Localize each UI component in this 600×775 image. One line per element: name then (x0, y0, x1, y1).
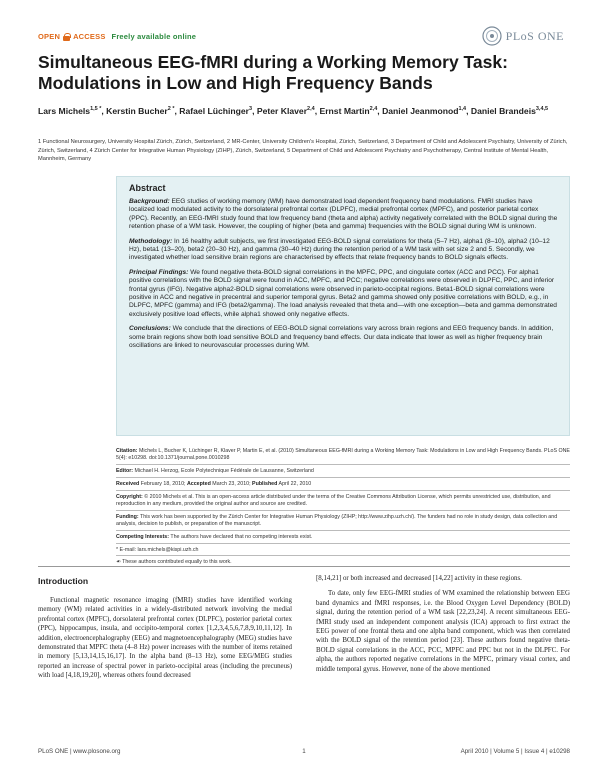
open-lock-icon (63, 33, 70, 41)
author-affiliation-mark: 2,4 (307, 106, 315, 112)
affiliations: 1 Functional Neurosurgery, University Hospital Zürich, Zürich, Switzerland, 2 MR-Center, University Children's Hospital, Zürich, Switzerland, 3 Department of Child and Adolescent Psychiatry, University of Zürich, Zürich, Switzerland, 4 Zürich Center for Integrative Human Physiology (ZIHP), Zürich, Switzerland, 5 Department of Child and Adolescent Psychiatry and Psychotherapy, Central Institute of Mental Health, Mannheim, Germany (38, 139, 568, 163)
accepted-label: Accepted (186, 480, 211, 487)
section-text: We found negative theta-BOLD signal correlations in the MPFC, PPC, and cingulate cortex (ACC and PCC). For alpha1 positive correlations with the BOLD signal were found in ACC, MPFC, and PCC; negative correlations were observed in DLPFC, PPC, and inferior frontal gyrus (IFG). Negative alpha2-BOLD signal correlations were observed in parieto-occipital regions. Beta1-BOLD signal correlations were positive in ACC and negative in precentral and superior temporal gyrus. Beta2 and gamma showed only positive correlations with BOLD, e.g., in DLPFC, MPFC (gamma) and IFG (beta2/gamma). The load analysis revealed that theta and—with one exception—beta and gamma demonstrated exclusively positive load effects, while alpha1 showed only negative effects. (129, 268, 557, 318)
published-label: Published (252, 480, 278, 487)
right-column (316, 574, 570, 674)
section-text: We conclude that the directions of EEG-BOLD signal correlations vary across brain regions and EEG frequency bands. In addition, some brain regions show both load sensitive BOLD and frequency band effects. Our data indicate that lower as well as higher frequency brain oscillations are linked to neurovascular processes during WM. (129, 325, 554, 350)
funding (116, 514, 570, 529)
email-link[interactable]: * E-mail: lars.michels@kispi.uzh.ch (116, 546, 199, 553)
footer-journal: PLoS ONE | www.plosone.org (38, 748, 121, 755)
open-label: OPEN (38, 32, 61, 41)
section-label: Conclusions: (129, 325, 171, 333)
abstract-background (129, 198, 559, 232)
dates (116, 481, 570, 488)
editor-label: Editor: (116, 468, 134, 475)
author-name: Rafael Lüchinger$^3$ (179, 105, 253, 116)
copyright-label: Copyright: (116, 493, 143, 500)
plos-logo-icon (482, 26, 502, 46)
abstract-methodology (129, 238, 559, 263)
citation (116, 448, 570, 463)
footer-issue: April 2010 | Volume 5 | Issue 4 | e10298 (460, 748, 570, 755)
author-affiliation-mark: 2 * (167, 106, 175, 112)
author-affiliation-mark: 1,5 * (90, 106, 102, 112)
abstract-box (116, 176, 570, 436)
equal-contribution-icon: ☙ (116, 559, 123, 566)
left-column (38, 574, 292, 681)
section-divider (38, 566, 570, 567)
received-label: Received (116, 480, 140, 487)
divider (116, 464, 570, 465)
author-name: Ernst Martin$^{2,4}$ (319, 105, 378, 116)
author-list: Lars Michels$^{1,5 *}$, Kerstin Bucher$^{2 *}$, Rafael Lüchinger$^3$, Peter Klaver$^{2,4}$, Ernst Martin$^{2,4}$, Daniel Jeanmonod$^{1,4}$, Daniel Brandeis$^{3,4,5}$ (38, 105, 549, 116)
author-affiliation-mark: 2,4 (369, 106, 378, 112)
competing-label: Competing Interests: (116, 533, 169, 540)
author-name: Daniel Brandeis$^{3,4,5}$ (470, 105, 549, 116)
editor (116, 468, 570, 475)
abstract-heading: Abstract (129, 183, 166, 193)
abstract-findings (129, 269, 559, 319)
published-date: April 22, 2010 (277, 480, 312, 487)
copyright (116, 494, 570, 509)
competing-interests (116, 534, 570, 541)
author-name: Peter Klaver$^{2,4}$ (256, 105, 315, 116)
equal-text: These authors contributed equally to this work. (122, 559, 232, 566)
intro-paragraph-continued: [8,14,21] or both increased and decreased [14,22] activity in these regions. (316, 575, 522, 582)
article-title: Simultaneous EEG-fMRI during a Working Memory Task: Modulations in Low and High Frequency Bands (38, 52, 508, 93)
funding-label: Funding: (116, 513, 139, 520)
logo-text: PLoS ONE (505, 28, 564, 43)
citation-label: Citation: (116, 448, 138, 454)
section-text: EEG studies of working memory (WM) have demonstrated load dependent frequency band modulations. FMRI studies have localized load modulated activity to the dorsolateral prefrontal cortex (DLPFC), medial prefrontal cortex (MPFC), and posterior parietal cortex (PPC). Recently, an EEG-fMRI study found that low frequency band (theta and alpha) activity negatively correlated with the BOLD signal during the retention phase of a WM task. However, the coupling of higher (beta and gamma) frequencies with the BOLD signal during WM is unknown. (129, 198, 558, 231)
abstract-conclusions (129, 325, 559, 350)
received-date: February 18, 2010; (139, 480, 187, 487)
author-affiliation-mark: 3 (249, 106, 253, 112)
page-number: 1 (302, 748, 306, 755)
free-label: Freely available online (111, 32, 197, 41)
author-affiliation-mark: 1,4 (458, 106, 467, 112)
introduction-heading: Introduction (38, 576, 89, 586)
copyright-text: © 2010 Michels et al. This is an open-access article distributed under the terms of the Creative Commons Attribution License, which permits unrestricted use, distribution, and reproduction in any medium, provided the original author and source are credited. (116, 493, 551, 507)
author-name: Lars Michels$^{1,5 *}$ (38, 105, 102, 116)
editor-text: Michael H. Herzog, Ecole Polytechnique Fédérale de Lausanne, Switzerland (133, 468, 314, 475)
journal-header (38, 26, 564, 48)
divider (116, 530, 570, 531)
intro-paragraph-2: To date, only few EEG-fMRI studies of WM examined the relationship between EEG band dynamics and fMRI responses, i.e. the Blood Oxygen Level Dependency (BOLD) signal, during the retention period of a WM task [22,23,24]. A recent simultaneous EEG-fMRI study used an independent component analysis (ICA) approach to first extract the EEG power of one frontal theta and one alpha band component, which was then correlated with the BOLD signal of the retention period [23]. These authors found negative theta-BOLD signal correlations in the ACC, PCC, MPFC and PPC but not in the DLPFC. For alpha, the authors reported negative correlations in the MPFC, primary visual cortex, and middle temporal gyrus. However, none of the above mentioned (316, 590, 570, 673)
section-label: Methodology: (129, 237, 173, 245)
section-label: Background: (129, 198, 170, 205)
author-affiliation-mark: 3,4,5 (535, 106, 549, 112)
divider (116, 555, 570, 556)
section-label: Principal Findings: (129, 268, 189, 276)
divider (116, 510, 570, 511)
intro-paragraph-1: Functional magnetic resonance imaging (fMRI) studies have identified working memory (WM) related activities in a widely-distributed network involving the medial prefrontal cortex (MPFC), dorsolateral prefrontal cortex (DLPFC), posterior parietal cortex (PPC), hippocampus, insula, and occipito-temporal cortex [1,2,3,4,5,6,7,8,9,10,11,12]. In addition, electroencephalography (EEG) and magnetoencephalography (MEG) studies have demonstrated that MPFC theta (4–8 Hz) power increases with the number of items retained in memory [5,13,14,15,16,17]. In the alpha band (8–13 Hz), some EEG/MEG studies reported an increase of spectral power in parieto-occipital areas (including the precuneus) with load [4,18,19,20], whereas others found decreased (38, 597, 292, 680)
article-metadata (116, 448, 570, 570)
divider (116, 543, 570, 544)
divider (116, 477, 570, 478)
divider (116, 490, 570, 491)
competing-text: The authors have declared that no competing interests exist. (168, 533, 313, 540)
section-text: In 16 healthy adult subjects, we first investigated EEG-BOLD signal correlations for theta (5–7 Hz), alpha1 (8–10), alpha2 (10–12 Hz), beta1 (13–20), beta2 (20–30 Hz), and gamma (30–40 Hz) during the retention period of a WM task with set size 2 and 5. Secondly, we investigated whether load sensitive brain regions are characterised by effects that relate frequency bands to BOLD signals effects. (129, 237, 550, 262)
author-name: Daniel Jeanmonod$^{1,4}$ (382, 105, 467, 116)
accepted-date: March 23, 2010; (210, 480, 253, 487)
author-name: Kerstin Bucher$^{2 *}$ (106, 105, 175, 116)
funding-text: This work has been supported by the Zürich Center for Integrative Human Physiology (ZIHP; http://www.zihp.uzh.ch/). The funders had no role in study design, data collection and analysis, decision to publish, or preparation of the manuscript. (116, 513, 558, 528)
citation-text: Michels L, Bucher K, Lüchinger R, Klaver P, Martin E, et al. (2010) Simultaneous EEG-fMRI during a Working Memory Task: Modulations in Low and High Frequency Bands. PLoS ONE 5(4): e10298. doi:10.1371/journal.pone.0010298 (116, 448, 570, 462)
access-label: ACCESS (73, 32, 106, 41)
plos-one-logo (482, 26, 564, 46)
open-access-badge (38, 32, 196, 41)
